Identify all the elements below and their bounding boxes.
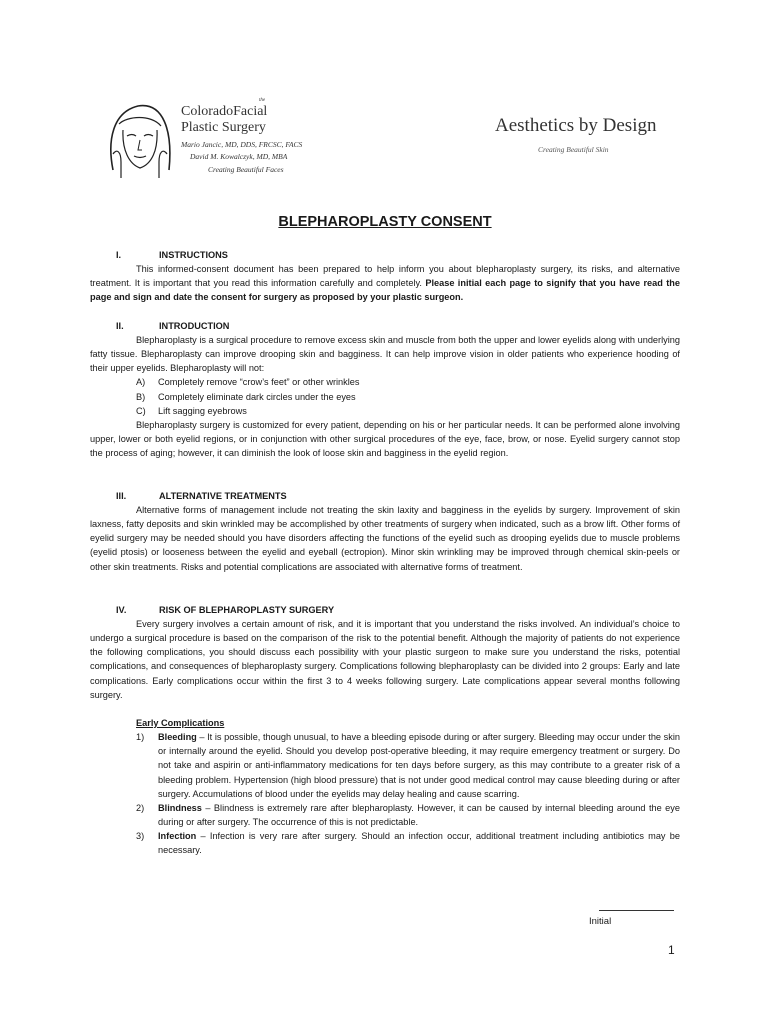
list-marker: 3) — [136, 831, 145, 842]
list-text: Lift sagging eyebrows — [158, 405, 247, 416]
section-heading: INTRODUCTION — [159, 321, 230, 331]
complication-name: Infection — [158, 831, 197, 842]
introduction-paragraph: Blepharoplasty is a surgical procedure to remove excess skin and muscle from both the upper and lower eyelids along with underlying fatty tissue. Blepharoplasty can improve drooping skin and bagginess. It can help improve vision in older patients who experience hooding of their upper eyelids. Blepharoplasty will not: — [90, 335, 680, 374]
list-item — [136, 375, 680, 389]
list-marker: A) — [136, 377, 146, 388]
section-number: IV. — [116, 605, 127, 615]
logo-name-line2: Plastic Surgery — [181, 120, 266, 135]
customization-paragraph: Blepharoplasty surgery is customized for every patient, depending on his or her particular needs. It can be performed alone involving upper, lower or both eyelid regions, or in conjunction with other surgical procedures of the eye, face, brow, or nose. Eyelid surgery cannot stop the process of aging; however, it can diminish the look of loose skin and bagginess in the eyelid region. — [90, 419, 680, 459]
list-item — [136, 829, 680, 857]
logo-right-tagline: Creating Beautiful Skin — [538, 145, 609, 154]
risks-paragraph: Every surgery involves a certain amount of risk, and it is important that you understand the risks involved. An individual’s choice to undergo a surgical procedure is based on the comparison of the risk to the potential benefit. Although the majority of patients do not experience the following complications, you should discuss each possibility with your plastic surgeon to make sure you understand the risks, potential complications, and consequences of blepharoplasty surgery. Complications following blepharoplasty can be divided into 2 groups: Early and late complications. Early complications occur within the first 3 to 4 weeks following surgery. Late complications appear several months following surgery. — [90, 619, 680, 700]
page-number: 1 — [668, 943, 675, 957]
face-illustration-icon — [105, 100, 175, 180]
section-heading: RISK OF BLEPHAROPLASTY SURGERY — [159, 605, 335, 615]
section-introduction — [90, 319, 680, 460]
complication-text: – Blindness is extremely rare after blepharoplasty. However, it can be caused by internal bleeding around the eye during or after surgery. The occurrence of this is not predictable. — [158, 802, 680, 828]
logo-doctor1: Mario Jancic, MD, DDS, FRCSC, FACS — [181, 140, 303, 149]
section-number: I. — [116, 250, 122, 260]
section-alternative-treatments — [90, 489, 680, 574]
logo-small-text: the — [259, 98, 266, 103]
logo-right-name: Aesthetics by Design — [495, 115, 657, 136]
list-text: Completely eliminate dark circles under the eyes — [158, 391, 356, 402]
list-marker: 2) — [136, 802, 145, 813]
list-marker: 1) — [136, 732, 145, 743]
complication-text: – It is possible, though unusual, to have a bleeding episode during or after surgery. Bleeding may occur under the skin or internally around the eyelid. Should you develop post-operative bleeding, it may require emergency treatment or surgery. Do not take and aspirin or anti-inflammatory medications for ten days before surgery, as this may contribute to a greater risk of a bleeding problem. Hypertension (high blood pressure) that is not under good medical control may cause bleeding during or after surgery. Accumulations of blood under the eyelids may delay healing and cause scarring. — [158, 732, 680, 799]
initial-signature-line[interactable] — [599, 910, 674, 911]
complication-text: – Infection is very rare after surgery. Should an infection occur, additional treatment including antibiotics may be necessary. — [158, 831, 680, 856]
logo-doctor2: David M. Kowalczyk, MD, MBA — [190, 152, 288, 161]
instructions-paragraph — [90, 262, 680, 304]
section-risks — [90, 603, 680, 858]
section-number: III. — [116, 491, 127, 501]
document-title: BLEPHAROPLASTY CONSENT — [278, 214, 492, 230]
logo-name-line1: ColoradoFacial — [181, 104, 268, 119]
list-marker: C) — [136, 405, 146, 416]
list-item — [136, 730, 680, 801]
early-complications-heading: Early Complications — [136, 717, 225, 728]
list-marker: B) — [136, 391, 146, 402]
complication-name: Blindness — [158, 802, 202, 813]
instructions-text: This informed-consent document has been prepared to help inform you about blepharoplasty surgery, its risks, and alternative treatment. It is important that you read this information carefully and completely. — [90, 264, 680, 289]
list-item — [136, 390, 680, 404]
will-not-list — [136, 375, 680, 417]
complications-list — [136, 730, 680, 857]
section-heading: ALTERNATIVE TREATMENTS — [159, 491, 287, 501]
aesthetics-by-design-logo — [495, 115, 665, 160]
complication-name: Bleeding — [158, 732, 197, 743]
instructions-bold-text: Please initial each page to signify that you have read the page and sign and date the consent for surgery as proposed by your plastic surgeon. — [90, 278, 680, 303]
section-instructions — [90, 248, 680, 304]
colorado-facial-logo — [105, 100, 315, 180]
list-item — [136, 801, 680, 829]
logo-tagline: Creating Beautiful Faces — [208, 165, 284, 174]
alternatives-paragraph: Alternative forms of management include not treating the skin laxity and bagginess in the eyelids by surgery. Improvement of skin laxness, fatty deposits and skin wrinkled may be accomplished by other treatments of surgery when indicated, such as a brow lift. Other forms of eyelid surgery may be needed should you have disorders affecting the functions of the eyelid such as drooping eyelids due to muscle problems (eyelid ptosis) or looseness between the eyelid and eyeball (ectropion). Minor skin wrinkling may be improved through chemical skin-peels or other skin treatments. Risks and potential complications are associated with alternative forms of treatment. — [90, 505, 680, 572]
list-item — [136, 404, 680, 418]
list-text: Completely remove “crow’s feet” or other wrinkles — [158, 377, 360, 388]
section-number: II. — [116, 321, 124, 331]
initial-label: Initial — [589, 916, 612, 927]
section-heading: INSTRUCTIONS — [159, 250, 228, 260]
